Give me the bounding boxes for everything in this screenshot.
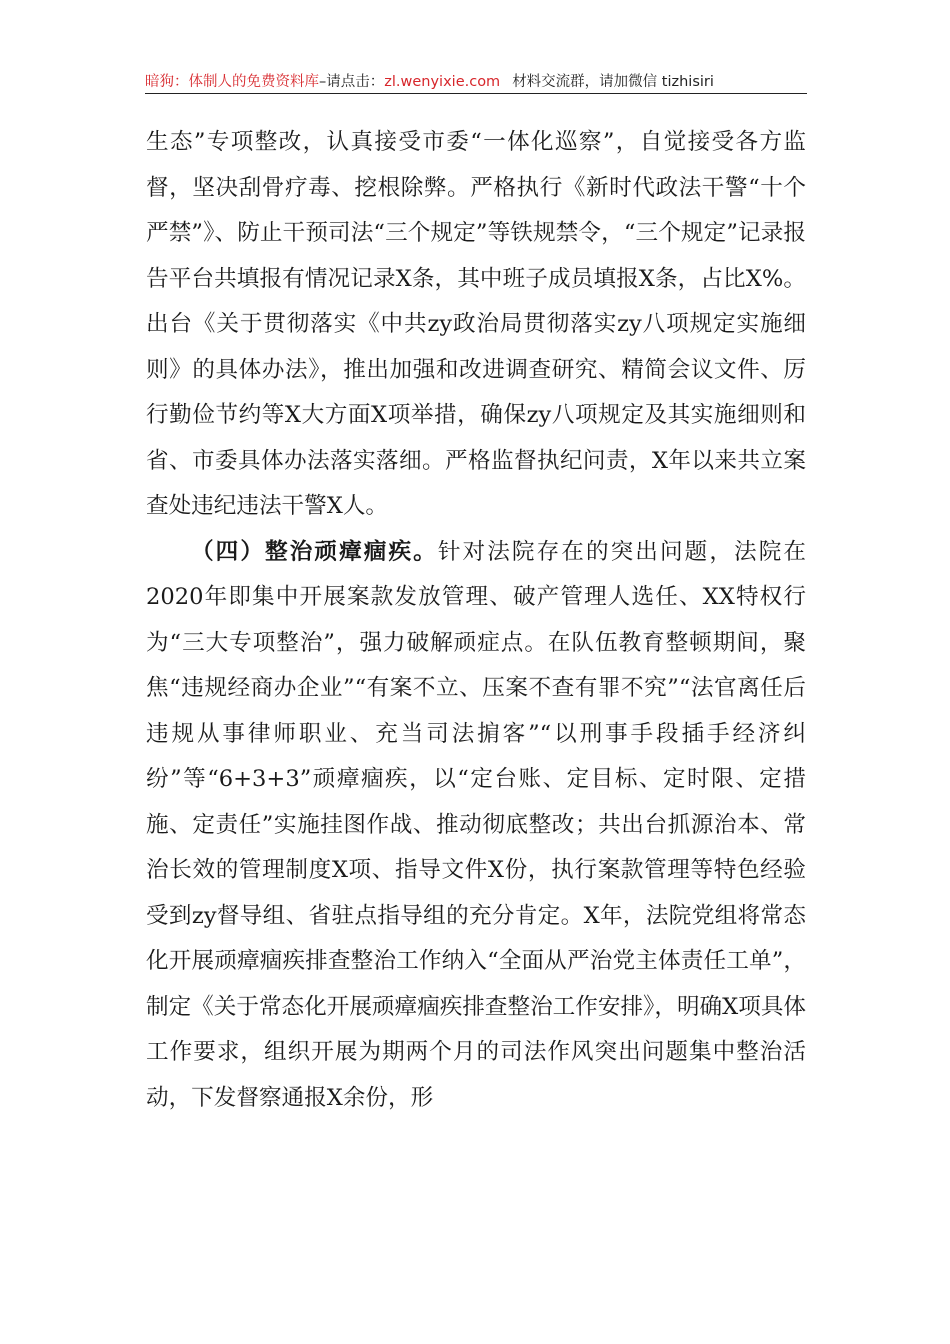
paragraph-1: 生态”专项整改，认真接受市委“一体化巡察”，自觉接受各方监督，坚决刮骨疗毒、挖根除弊。严格执行《新时代政法干警“十个严禁”》、防止干预司法“三个规定”等铁规禁令，“三个规定”记录报告平台共填报有情况记录X条，其中班子成员填报X条，占比X%。出台《关于贯彻落实《中共zy政治局贯彻落实zy八项规定实施细则》的具体办法》，推出加强和改进调查研究、精简会议文件、厉行勤俭节约等X大方面X项举措，确保zy八项规定及其实施细则和省、市委具体办法落实落细。严格监督执纪问责，X年以来共立案查处违纪违法干警X人。 [146, 129, 806, 519]
section-heading-4: （四）整治顽瘴痼疾。 [191, 538, 438, 565]
header-click-prompt: –请点击： [319, 74, 385, 90]
document-body [146, 120, 806, 1121]
header-wechat-note: 材料交流群，请加微信 tizhisiri [512, 74, 714, 90]
header-divider [145, 93, 807, 94]
paragraph-2 [146, 530, 806, 1122]
page-header [145, 70, 807, 94]
paragraph-2-text: 针对法院存在的突出问题，法院在2020年即集中开展案款发放管理、破产管理人选任、XX特权行为“三大专项整治”，强力破解顽症点。在队伍教育整顿期间，聚焦“违规经商办企业”“有案不立、压案不查有罪不究”“法官离任后违规从事律师职业、充当司法掮客”“以刑事手段插手经济纠纷”等“6+3+3”顽瘴痼疾，以“定台账、定目标、定时限、定措施、定责任”实施挂图作战、推动彻底整改；共出台抓源治本、常治长效的管理制度X项、指导文件X份，执行案款管理等特色经验受到zy督导组、省驻点指导组的充分肯定。X年，法院党组将常态化开展顽瘴痼疾排查整治工作纳入“全面从严治党主体责任工单”，制定《关于常态化开展顽瘴痼疾排查整治工作安排》，明确X项具体工作要求，组织开展为期两个月的司法作风突出问题集中整治活动，下发督察通报X余份，形 [146, 538, 807, 1111]
header-brand: 暗狗：体制人的免费资料库 [145, 74, 319, 90]
header-url-link[interactable]: zl.wenyixie.com [384, 74, 501, 90]
